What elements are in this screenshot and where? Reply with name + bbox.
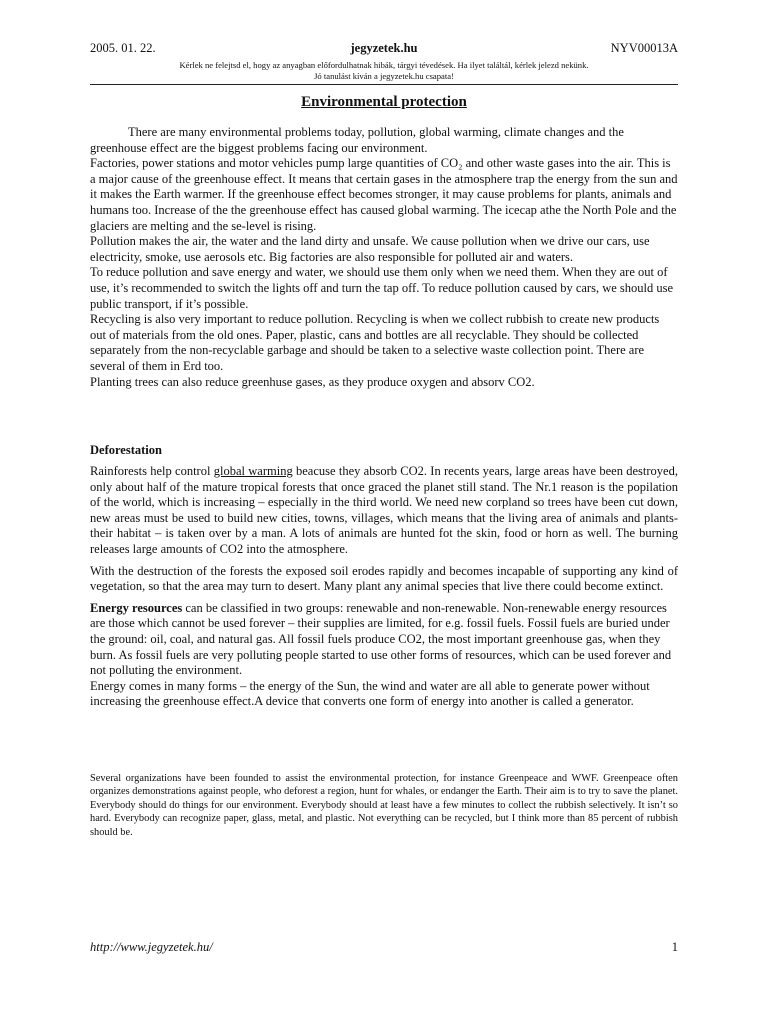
deforestation-paragraph-1 bbox=[90, 464, 678, 558]
intro-paragraph-1: There are many environmental problems today, pollution, global warming, climate changes and the greenhouse effect are the biggest problems facing our environment. bbox=[90, 125, 624, 155]
page-footer bbox=[90, 940, 678, 956]
page-title: Environmental protection bbox=[301, 94, 467, 110]
energy-resources-term: Energy resources bbox=[90, 600, 183, 615]
intro-paragraph-4: To reduce pollution and save energy and water, we should use them only when we need them. When they are out of use, it’s recommended to switch the lights off and turn the tap off. To reduce pollution caused by cars, we should use public transport, if it’s possible. bbox=[90, 265, 674, 311]
header-date: 2005. 01. 22. bbox=[90, 41, 156, 55]
header-notice bbox=[90, 60, 678, 82]
deforestation-p1-end: beacuse they absorb CO2. In recents years, large areas have been destroyed, only about half of the mature tropical forests that once graced the planet still stand. The Nr.1 reason is the popilation of the world, which is increasing – especially in the third world. We need new corpland so trees have been cut down, new areas must be used to build new cities, towns, villages, which means that the living area of animals and plants- their habitat – is taken over by a man. A lots of animals are hunted fot the skin, food or horn as well. The burning releases large amounts of CO2 into the atmosphere. bbox=[90, 464, 678, 556]
intro-paragraph-3: Pollution makes the air, the water and the land dirty and unsafe. We cause pollution when we drive our cars, use electricity, smoke, use aerosols etc. Big factories are also responsible for polluted air and waters. bbox=[90, 234, 650, 264]
page-number: 1 bbox=[671, 940, 678, 954]
global-warming-link[interactable]: global warming bbox=[213, 464, 293, 478]
intro-section bbox=[90, 125, 678, 390]
header-site: jegyzetek.hu bbox=[350, 41, 418, 55]
deforestation-paragraph-2: With the destruction of the forests the exposed soil erodes rapidly and becomes incapable of supporting any kind of vegetation, so that the area may turn to desert. Many plant any animal species that live there could become extinct. bbox=[90, 563, 678, 594]
energy-resources-text: can be classified in two groups: renewable and non-renewable. Non-renewable energy resources are those which cannot be used forever – their supplies are limited, for e.g. fossil fuels. Fossil fuels are buried under the ground: oil, coal, and natural gas. All fossil fuels produce CO2, the most important greenhouse gas, when they burn. As fossil fuels are very polluting people started to use other forms of resources, which can be used forever and not polluting the environment. bbox=[90, 600, 672, 678]
footer-url[interactable]: http://www.jegyzetek.hu/ bbox=[90, 940, 213, 954]
intro-paragraph-6: Planting trees can also reduce greenhuse gases, as they produce oxygen and absorv CO2. bbox=[90, 374, 535, 389]
deforestation-p1-start: Rainforests help control bbox=[90, 464, 214, 478]
closing-paragraph: Several organizations have been founded to assist the environmental protection, for instance Greenpeace and WWF. Greenpeace often organizes demonstrations against people, who deforest a region, hunt for whales, or endanger the Earth. Their aim is to try to save the planet. Everybody should do things for our environment. Everybody should at least have a few minutes to collect the rubbish selectively. It isn’t so hard. Everybody can recognize paper, glass, metal, and plastic. Not everything can be recycled, but I think more than 85 percent of rubbish should be. bbox=[90, 773, 678, 838]
energy-forms-paragraph: Energy comes in many forms – the energy of the Sun, the wind and water are all able to generate power without increasing the greenhouse effect.A device that converts one form of energy into another is called a generator. bbox=[90, 678, 650, 709]
energy-resources-paragraph bbox=[90, 601, 678, 679]
intro-paragraph-2: Factories, power stations and motor vehicles pump large quantities of CO₂ and other waste gases into the air. This is a major cause of the greenhouse effect. It means that certain gases in the atmosphere trap the energy from the sun and it makes the Earth warmer. If the greenhouse effect becomes stronger, it may cause problems for plants, animals and humans too. Increase of the the greenhouse effect has caused global warming. The icecap athe the North Pole and the glaciers are melting and the se-level is rising. bbox=[90, 156, 678, 233]
deforestation-section bbox=[90, 464, 678, 710]
page-header bbox=[90, 41, 678, 59]
deforestation-heading: Deforestation bbox=[90, 443, 162, 457]
header-divider bbox=[90, 84, 678, 85]
intro-paragraph-5: Recycling is also very important to reduce pollution. Recycling is when we collect rubbish to create new products out of materials from the old ones. Paper, plastic, cans and bottles are all recyclable. They should be collected separately from the non-recyclable garbage and should be taken to a selective waste collection point. There are several of them in Erd too. bbox=[90, 312, 660, 373]
notice-line-1: Kérlek ne felejtsd el, hogy az anyagban előfordulhatnak hibák, tárgyi tévedések. Ha ilyet találtál, kérlek jelezd nekünk. bbox=[179, 60, 589, 70]
header-code: NYV00013A bbox=[610, 41, 678, 55]
notice-line-2: Jó tanulást kíván a jegyzetek.hu csapata! bbox=[314, 71, 454, 81]
